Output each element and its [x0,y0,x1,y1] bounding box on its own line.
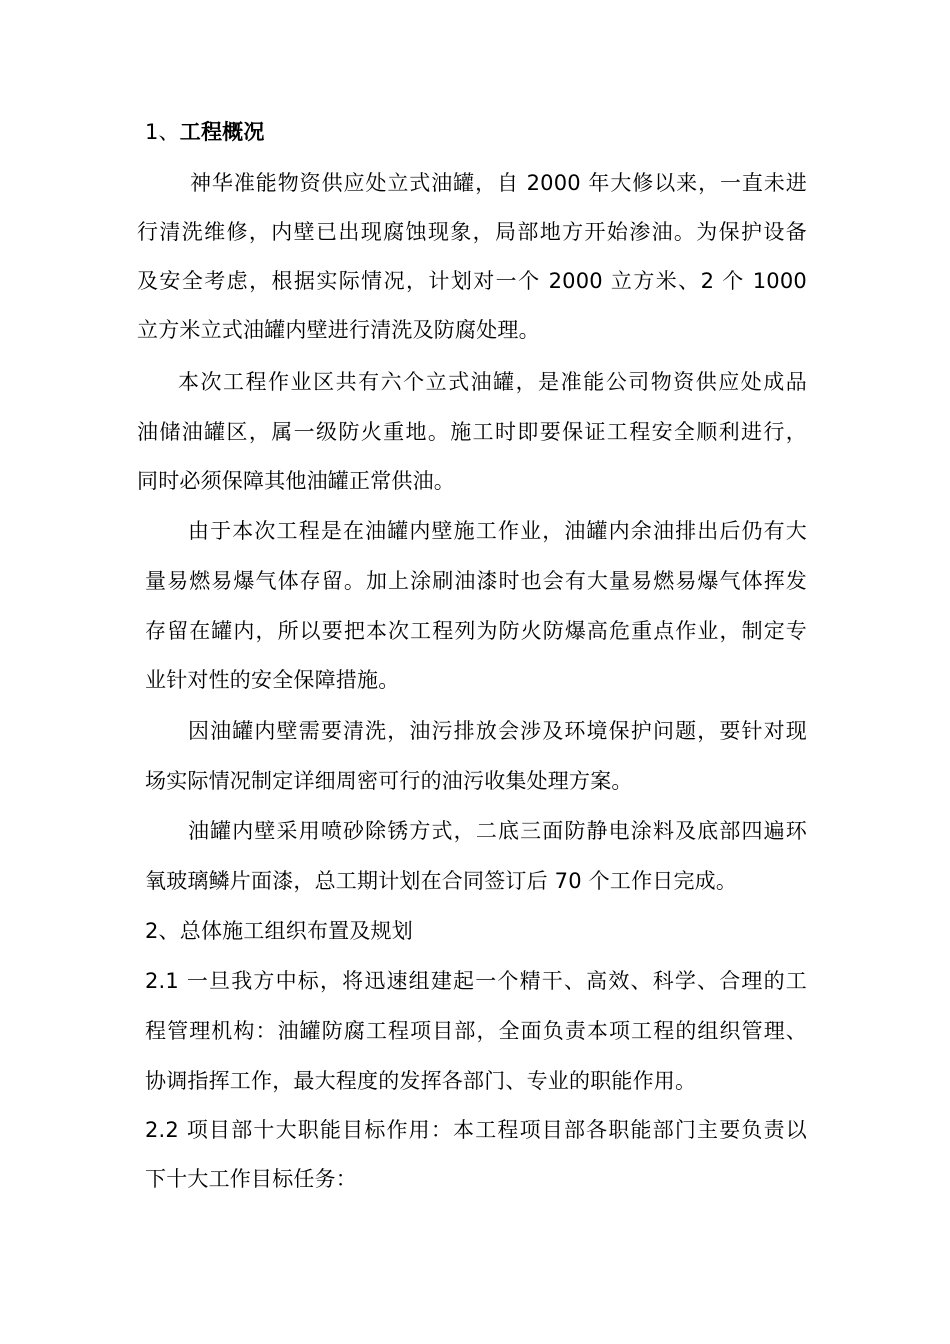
paragraph-2-line-2: 油储油罐区，属一级防火重地。施工时即要保证工程安全顺利进行， [137,420,807,444]
paragraph-1-line-3: 及安全考虑，根据实际情况，计划对一个 2000 立方米、2 个 1000 [137,269,807,293]
section-heading-1 [145,117,265,147]
paragraph-3-line-1: 由于本次工程是在油罐内壁施工作业，油罐内余油排出后仍有大 [188,519,807,543]
paragraph-1-line-2: 行清洗维修，内壁已出现腐蚀现象，局部地方开始渗油。为保护设备 [137,220,807,244]
paragraph-1-line-4: 立方米立式油罐内壁进行清洗及防腐处理。 [137,318,540,342]
section-2-1-line-3: 协调指挥工作，最大程度的发挥各部门、专业的职能作用。 [145,1069,697,1093]
paragraph-3-line-4: 业针对性的安全保障措施。 [145,668,400,692]
section-2-2-line-2: 下十大工作目标任务： [145,1167,357,1191]
paragraph-3-line-3: 存留在罐内，所以要把本次工程列为防火防爆高危重点作业，制定专 [145,619,807,643]
paragraph-2-line-3: 同时必须保障其他油罐正常供油。 [137,469,455,493]
section-2-2-line-1: 2.2 项目部十大职能目标作用：本工程项目部各职能部门主要负责以 [145,1118,807,1142]
paragraph-4-line-1: 因油罐内壁需要清洗，油污排放会涉及环境保护问题，要针对现 [188,719,807,743]
section-2-1-line-2: 程管理机构：油罐防腐工程项目部，全面负责本项工程的组织管理、 [145,1019,807,1043]
paragraph-5-line-2: 氧玻璃鳞片面漆，总工期计划在合同签订后 70 个工作日完成。 [145,869,738,893]
paragraph-1-line-1: 神华准能物资供应处立式油罐，自 2000 年大修以来，一直未进 [190,171,807,195]
section-heading-2: 2、总体施工组织布置及规划 [145,919,413,943]
section-2-1-line-1: 2.1 一旦我方中标，将迅速组建起一个精干、高效、科学、合理的工 [145,969,807,993]
heading-number: 1、 [145,120,180,144]
paragraph-3-line-2: 量易燃易爆气体存留。加上涂刷油漆时也会有大量易燃易爆气体挥发 [145,569,807,593]
paragraph-4-line-2: 场实际情况制定详细周密可行的油污收集处理方案。 [145,769,633,793]
paragraph-5-line-1: 油罐内壁采用喷砂除锈方式，二底三面防静电涂料及底部四遍环 [188,819,807,843]
paragraph-2-line-1: 本次工程作业区共有六个立式油罐，是准能公司物资供应处成品 [178,370,807,394]
heading-title: 工程概况 [179,120,265,144]
